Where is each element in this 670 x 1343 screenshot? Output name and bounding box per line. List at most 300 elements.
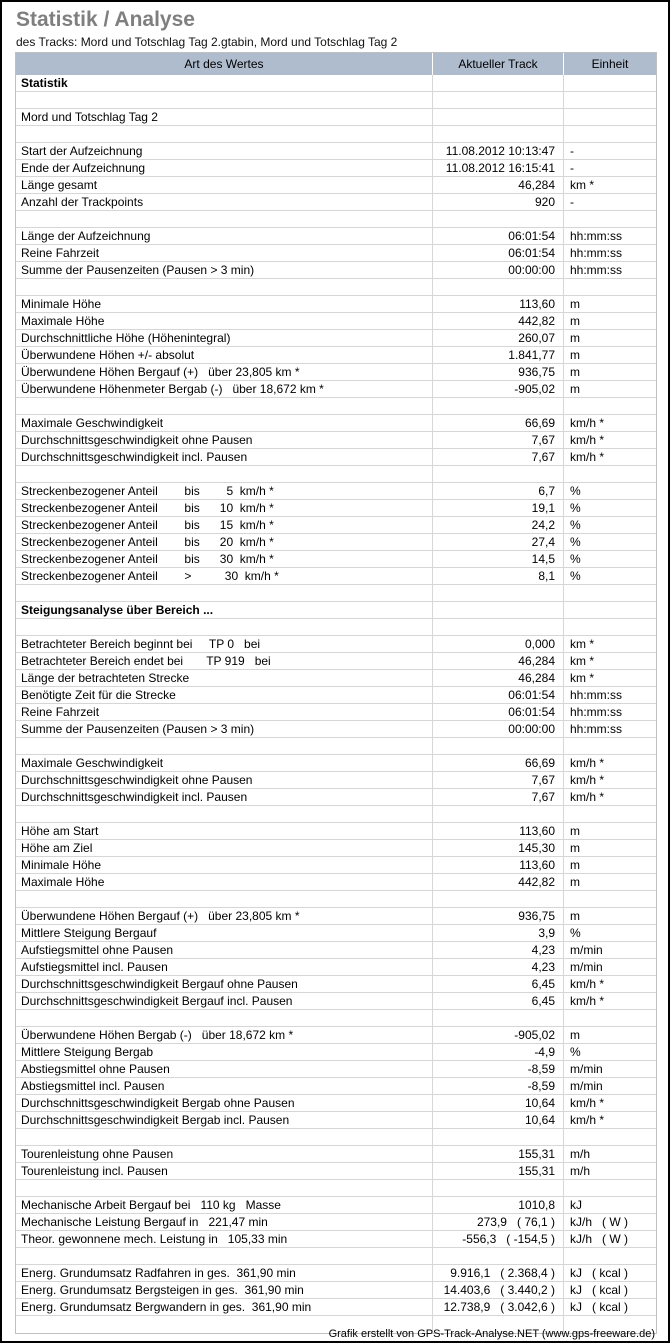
row-unit: km/h * xyxy=(563,1095,656,1111)
row-unit xyxy=(563,602,656,618)
row-label: Aufstiegsmittel incl. Pausen xyxy=(21,960,168,974)
row-unit: hh:mm:ss xyxy=(563,721,656,737)
row-label: Benötigte Zeit für die Strecke xyxy=(21,688,176,702)
row-label: Überwundene Höhen Bergauf (+) über 23,805 km * xyxy=(21,365,300,379)
row-value: 7,67 xyxy=(432,449,563,465)
table-row xyxy=(16,1146,656,1163)
row-value: 936,75 xyxy=(432,908,563,924)
row-value xyxy=(432,619,563,635)
table-row xyxy=(16,789,656,806)
row-label: Maximale Geschwindigkeit xyxy=(21,416,164,430)
row-label: Mechanische Leistung Bergauf in 221,47 min xyxy=(21,1215,268,1229)
row-unit: hh:mm:ss xyxy=(563,704,656,720)
table-row xyxy=(16,1027,656,1044)
row-value: 155,31 xyxy=(432,1146,563,1162)
table-row xyxy=(16,1231,656,1248)
row-unit: km/h * xyxy=(563,772,656,788)
row-unit: % xyxy=(563,925,656,941)
row-unit: km/h * xyxy=(563,415,656,431)
table-row xyxy=(16,432,656,449)
row-label: Statistik xyxy=(21,76,68,90)
row-value: 11.08.2012 10:13:47 xyxy=(432,143,563,159)
row-unit: km * xyxy=(563,636,656,652)
row-unit xyxy=(563,585,656,601)
row-value: 46,284 xyxy=(432,177,563,193)
row-label xyxy=(16,1129,432,1145)
row-label: Energ. Grundumsatz Bergwandern in ges. 361,90 min xyxy=(21,1300,312,1314)
table-row xyxy=(16,449,656,466)
row-label: Streckenbezogener Anteil > 30 km/h * xyxy=(21,569,279,583)
row-label xyxy=(16,619,432,635)
row-value: -905,02 xyxy=(432,381,563,397)
table-row xyxy=(16,262,656,279)
row-label xyxy=(16,738,432,754)
row-unit: m xyxy=(563,908,656,924)
row-label: Streckenbezogener Anteil bis 15 km/h * xyxy=(21,518,274,532)
row-value: 9.916,1 ( 2.368,4 ) xyxy=(432,1265,563,1281)
row-label: Start der Aufzeichnung xyxy=(21,144,143,158)
row-label: Energ. Grundumsatz Radfahren in ges. 361,90 min xyxy=(21,1266,296,1280)
table-row xyxy=(16,840,656,857)
row-label: Länge gesamt xyxy=(21,178,98,192)
table-row xyxy=(16,670,656,687)
row-unit: m/h xyxy=(563,1163,656,1179)
row-unit: m xyxy=(563,823,656,839)
row-label: Durchschnittliche Höhe (Höhenintegral) xyxy=(21,331,231,345)
table-row xyxy=(16,228,656,245)
table-row xyxy=(16,993,656,1010)
row-unit: km/h * xyxy=(563,449,656,465)
table-row xyxy=(16,653,656,670)
table-row xyxy=(16,517,656,534)
table-row xyxy=(16,823,656,840)
table-row xyxy=(16,602,656,619)
row-unit xyxy=(563,1248,656,1264)
row-unit xyxy=(563,211,656,227)
row-value xyxy=(432,398,563,414)
row-value: 273,9 ( 76,1 ) xyxy=(432,1214,563,1230)
table-row xyxy=(16,891,656,908)
row-label: Länge der betrachteten Strecke xyxy=(21,671,190,685)
row-unit: % xyxy=(563,483,656,499)
row-unit: m/h xyxy=(563,1146,656,1162)
row-label: Energ. Grundumsatz Bergsteigen in ges. 361,90 min xyxy=(21,1283,304,1297)
row-value: -556,3 ( -154,5 ) xyxy=(432,1231,563,1247)
row-unit: km/h * xyxy=(563,993,656,1009)
row-unit xyxy=(563,109,656,125)
table-row xyxy=(16,92,656,109)
row-value: 14,5 xyxy=(432,551,563,567)
row-label: Überwundene Höhen Bergauf (+) über 23,805 km * xyxy=(21,909,300,923)
row-unit: % xyxy=(563,568,656,584)
row-unit: km * xyxy=(563,670,656,686)
table-row xyxy=(16,1095,656,1112)
row-value: 06:01:54 xyxy=(432,687,563,703)
row-label: Minimale Höhe xyxy=(21,858,102,872)
table-row xyxy=(16,1299,656,1316)
row-label: Länge der Aufzeichnung xyxy=(21,229,151,243)
row-value: 4,23 xyxy=(432,942,563,958)
row-value: 7,67 xyxy=(432,789,563,805)
row-unit: hh:mm:ss xyxy=(563,687,656,703)
row-unit: % xyxy=(563,551,656,567)
row-unit: % xyxy=(563,517,656,533)
table-row xyxy=(16,772,656,789)
row-label: Betrachteter Bereich endet bei TP 919 bei xyxy=(21,654,271,668)
table-row xyxy=(16,1265,656,1282)
row-value: 260,07 xyxy=(432,330,563,346)
row-value: 936,75 xyxy=(432,364,563,380)
header-col-art-des-wertes: Art des Wertes xyxy=(184,57,264,71)
row-label: Streckenbezogener Anteil bis 5 km/h * xyxy=(21,484,274,498)
table-row xyxy=(16,755,656,772)
row-label: Ende der Aufzeichnung xyxy=(21,161,146,175)
row-unit: % xyxy=(563,534,656,550)
table-row xyxy=(16,160,656,177)
table-row xyxy=(16,619,656,636)
row-unit: m/min xyxy=(563,959,656,975)
row-unit: kJ/h ( W ) xyxy=(563,1214,656,1230)
row-unit: kJ ( kcal ) xyxy=(563,1265,656,1281)
row-value xyxy=(432,109,563,125)
row-unit: km * xyxy=(563,177,656,193)
row-value: 14.403,6 ( 3.440,2 ) xyxy=(432,1282,563,1298)
row-label: Höhe am Ziel xyxy=(21,841,93,855)
row-label: Minimale Höhe xyxy=(21,297,102,311)
row-value xyxy=(432,806,563,822)
row-value xyxy=(432,1129,563,1145)
row-value xyxy=(432,891,563,907)
row-value: 19,1 xyxy=(432,500,563,516)
table-row xyxy=(16,330,656,347)
row-label: Maximale Höhe xyxy=(21,314,105,328)
row-unit xyxy=(563,466,656,482)
row-label: Durchschnittsgeschwindigkeit Bergab incl. Pausen xyxy=(21,1113,290,1127)
row-value xyxy=(432,466,563,482)
table-row xyxy=(16,381,656,398)
table-row xyxy=(16,687,656,704)
row-label: Durchschnittsgeschwindigkeit Bergauf ohne Pausen xyxy=(21,977,298,991)
row-unit: km/h * xyxy=(563,432,656,448)
row-label: Durchschnittsgeschwindigkeit incl. Pausen xyxy=(21,450,248,464)
row-value: 24,2 xyxy=(432,517,563,533)
row-label: Durchschnittsgeschwindigkeit incl. Pausen xyxy=(21,790,248,804)
table-row xyxy=(16,194,656,211)
table-row xyxy=(16,296,656,313)
table-row xyxy=(16,976,656,993)
table-row xyxy=(16,551,656,568)
row-label: Aufstiegsmittel ohne Pausen xyxy=(21,943,174,957)
table-row xyxy=(16,109,656,126)
table-row xyxy=(16,1044,656,1061)
table-row xyxy=(16,75,656,92)
row-unit: m/min xyxy=(563,942,656,958)
table-row xyxy=(16,279,656,296)
row-label xyxy=(16,1010,432,1026)
table-row xyxy=(16,1010,656,1027)
row-value: 7,67 xyxy=(432,432,563,448)
row-label: Abstiegsmittel ohne Pausen xyxy=(21,1062,170,1076)
table-row xyxy=(16,1214,656,1231)
row-unit xyxy=(563,619,656,635)
table-row xyxy=(16,313,656,330)
row-unit xyxy=(563,126,656,142)
row-unit: m/min xyxy=(563,1078,656,1094)
row-value: 12.738,9 ( 3.042,6 ) xyxy=(432,1299,563,1315)
row-unit: m xyxy=(563,840,656,856)
row-value: 920 xyxy=(432,194,563,210)
table-row xyxy=(16,245,656,262)
statistics-table xyxy=(15,52,657,1334)
row-label: Maximale Geschwindigkeit xyxy=(21,756,164,770)
row-unit: kJ ( kcal ) xyxy=(563,1299,656,1315)
table-row xyxy=(16,1282,656,1299)
row-label: Theor. gewonnene mech. Leistung in 105,33 min xyxy=(21,1232,288,1246)
row-value: 10,64 xyxy=(432,1112,563,1128)
row-value xyxy=(432,738,563,754)
table-row xyxy=(16,1248,656,1265)
table-row xyxy=(16,534,656,551)
table-row xyxy=(16,500,656,517)
row-value: 1010,8 xyxy=(432,1197,563,1213)
row-label xyxy=(16,92,432,108)
row-label xyxy=(16,279,432,295)
row-unit: km * xyxy=(563,653,656,669)
row-value xyxy=(432,1248,563,1264)
row-unit: km/h * xyxy=(563,976,656,992)
table-row xyxy=(16,568,656,585)
row-value xyxy=(432,75,563,91)
row-value: 113,60 xyxy=(432,296,563,312)
row-label: Streckenbezogener Anteil bis 20 km/h * xyxy=(21,535,274,549)
row-value: 0,000 xyxy=(432,636,563,652)
row-unit xyxy=(563,75,656,91)
table-row xyxy=(16,1163,656,1180)
row-value: -8,59 xyxy=(432,1078,563,1094)
row-unit: kJ/h ( W ) xyxy=(563,1231,656,1247)
table-row xyxy=(16,874,656,891)
row-value: 06:01:54 xyxy=(432,704,563,720)
row-unit: hh:mm:ss xyxy=(563,245,656,261)
page-title: Statistik / Analyse xyxy=(16,8,195,31)
row-unit: km/h * xyxy=(563,789,656,805)
row-value: 6,45 xyxy=(432,976,563,992)
header-col-einheit: Einheit xyxy=(563,53,656,75)
row-value xyxy=(432,1010,563,1026)
row-label: Mord und Totschlag Tag 2 xyxy=(21,110,158,124)
row-value xyxy=(432,126,563,142)
row-unit: m xyxy=(563,874,656,890)
row-unit xyxy=(563,279,656,295)
row-label: Anzahl der Trackpoints xyxy=(21,195,144,209)
table-row xyxy=(16,177,656,194)
table-row xyxy=(16,1129,656,1146)
row-value: 00:00:00 xyxy=(432,721,563,737)
row-label xyxy=(16,1248,432,1264)
row-unit xyxy=(563,1180,656,1196)
row-unit: m xyxy=(563,296,656,312)
table-row xyxy=(16,126,656,143)
table-row xyxy=(16,806,656,823)
table-row xyxy=(16,738,656,755)
row-unit: km/h * xyxy=(563,755,656,771)
row-value: 27,4 xyxy=(432,534,563,550)
row-unit: kJ xyxy=(563,1197,656,1213)
row-unit xyxy=(563,806,656,822)
table-row xyxy=(16,398,656,415)
table-row xyxy=(16,1197,656,1214)
row-value: 6,7 xyxy=(432,483,563,499)
table-row xyxy=(16,466,656,483)
row-label: Tourenleistung ohne Pausen xyxy=(21,1147,174,1161)
row-value xyxy=(432,585,563,601)
row-value: 4,23 xyxy=(432,959,563,975)
table-row xyxy=(16,857,656,874)
table-row xyxy=(16,959,656,976)
row-value xyxy=(432,602,563,618)
table-row xyxy=(16,415,656,432)
table-row xyxy=(16,211,656,228)
row-value: 11.08.2012 16:15:41 xyxy=(432,160,563,176)
row-value: -4,9 xyxy=(432,1044,563,1060)
table-row xyxy=(16,483,656,500)
page-subtitle: des Tracks: Mord und Totschlag Tag 2.gtabin, Mord und Totschlag Tag 2 xyxy=(16,35,398,49)
row-value: -905,02 xyxy=(432,1027,563,1043)
row-unit xyxy=(563,738,656,754)
row-value xyxy=(432,211,563,227)
row-value: 155,31 xyxy=(432,1163,563,1179)
row-value xyxy=(432,92,563,108)
header-col-aktueller-track: Aktueller Track xyxy=(432,53,563,75)
row-unit: m xyxy=(563,347,656,363)
row-unit: - xyxy=(563,143,656,159)
row-unit xyxy=(563,398,656,414)
row-label: Summe der Pausenzeiten (Pausen > 3 min) xyxy=(21,722,255,736)
row-label: Höhe am Start xyxy=(21,824,99,838)
row-value: 6,45 xyxy=(432,993,563,1009)
row-unit: m xyxy=(563,381,656,397)
row-label: Überwundene Höhen Bergab (-) über 18,672 km * xyxy=(21,1028,294,1042)
row-unit: % xyxy=(563,500,656,516)
table-row xyxy=(16,721,656,738)
row-unit: m xyxy=(563,313,656,329)
table-row xyxy=(16,364,656,381)
row-label: Betrachteter Bereich beginnt bei TP 0 bei xyxy=(21,637,261,651)
row-unit: m/min xyxy=(563,1061,656,1077)
row-label xyxy=(16,126,432,142)
row-unit: km/h * xyxy=(563,1112,656,1128)
row-value: -8,59 xyxy=(432,1061,563,1077)
table-row xyxy=(16,942,656,959)
row-unit xyxy=(563,891,656,907)
table-row xyxy=(16,1078,656,1095)
row-unit: hh:mm:ss xyxy=(563,228,656,244)
row-label: Mittlere Steigung Bergauf xyxy=(21,926,157,940)
row-label xyxy=(16,211,432,227)
row-unit: % xyxy=(563,1044,656,1060)
table-row xyxy=(16,585,656,602)
row-value: 66,69 xyxy=(432,415,563,431)
table-row xyxy=(16,636,656,653)
table-row xyxy=(16,704,656,721)
row-value: 113,60 xyxy=(432,857,563,873)
row-unit xyxy=(563,1010,656,1026)
row-value: 442,82 xyxy=(432,874,563,890)
row-unit: m xyxy=(563,330,656,346)
row-label: Streckenbezogener Anteil bis 10 km/h * xyxy=(21,501,274,515)
row-label: Maximale Höhe xyxy=(21,875,105,889)
row-value: 7,67 xyxy=(432,772,563,788)
row-label xyxy=(16,398,432,414)
row-value: 113,60 xyxy=(432,823,563,839)
row-label: Überwundene Höhenmeter Bergab (-) über 18,672 km * xyxy=(21,382,324,396)
footer-credit: Grafik erstellt von GPS-Track-Analyse.NET (www.gps-freeware.de) xyxy=(328,1328,655,1340)
row-label: Abstiegsmittel incl. Pausen xyxy=(21,1079,165,1093)
row-value: 10,64 xyxy=(432,1095,563,1111)
row-label: Steigungsanalyse über Bereich ... xyxy=(21,603,214,617)
table-row xyxy=(16,143,656,160)
row-label: Durchschnittsgeschwindigkeit ohne Pausen xyxy=(21,433,253,447)
row-label: Reine Fahrzeit xyxy=(21,246,100,260)
row-unit: kJ ( kcal ) xyxy=(563,1282,656,1298)
row-label xyxy=(16,1180,432,1196)
row-unit: m xyxy=(563,857,656,873)
row-label: Durchschnittsgeschwindigkeit Bergab ohne Pausen xyxy=(21,1096,295,1110)
row-value: 06:01:54 xyxy=(432,245,563,261)
row-label: Durchschnittsgeschwindigkeit Bergauf incl. Pausen xyxy=(21,994,293,1008)
row-value: 8,1 xyxy=(432,568,563,584)
row-label xyxy=(16,585,432,601)
row-value: 00:00:00 xyxy=(432,262,563,278)
row-label: Tourenleistung incl. Pausen xyxy=(21,1164,168,1178)
row-label: Streckenbezogener Anteil bis 30 km/h * xyxy=(21,552,274,566)
row-label xyxy=(16,891,432,907)
row-label: Überwundene Höhen +/- absolut xyxy=(21,348,195,362)
table-header xyxy=(16,53,656,75)
table-body xyxy=(16,75,656,1333)
row-value: 1.841,77 xyxy=(432,347,563,363)
row-unit: m xyxy=(563,364,656,380)
row-label xyxy=(16,466,432,482)
row-unit: - xyxy=(563,194,656,210)
row-unit: m xyxy=(563,1027,656,1043)
table-row xyxy=(16,1112,656,1129)
table-row xyxy=(16,347,656,364)
row-value xyxy=(432,279,563,295)
row-label xyxy=(16,806,432,822)
row-unit xyxy=(563,1129,656,1145)
row-unit: - xyxy=(563,160,656,176)
table-row xyxy=(16,925,656,942)
table-row xyxy=(16,908,656,925)
table-row xyxy=(16,1061,656,1078)
row-label: Mittlere Steigung Bergab xyxy=(21,1045,154,1059)
row-value: 46,284 xyxy=(432,670,563,686)
table-row xyxy=(16,1180,656,1197)
row-value: 66,69 xyxy=(432,755,563,771)
row-value: 3,9 xyxy=(432,925,563,941)
row-value: 145,30 xyxy=(432,840,563,856)
row-value xyxy=(432,1180,563,1196)
row-unit xyxy=(563,92,656,108)
row-unit: hh:mm:ss xyxy=(563,262,656,278)
row-value: 442,82 xyxy=(432,313,563,329)
row-label: Durchschnittsgeschwindigkeit ohne Pausen xyxy=(21,773,253,787)
row-label: Mechanische Arbeit Bergauf bei 110 kg Masse xyxy=(21,1198,281,1212)
row-value: 46,284 xyxy=(432,653,563,669)
row-label: Reine Fahrzeit xyxy=(21,705,100,719)
row-value: 06:01:54 xyxy=(432,228,563,244)
